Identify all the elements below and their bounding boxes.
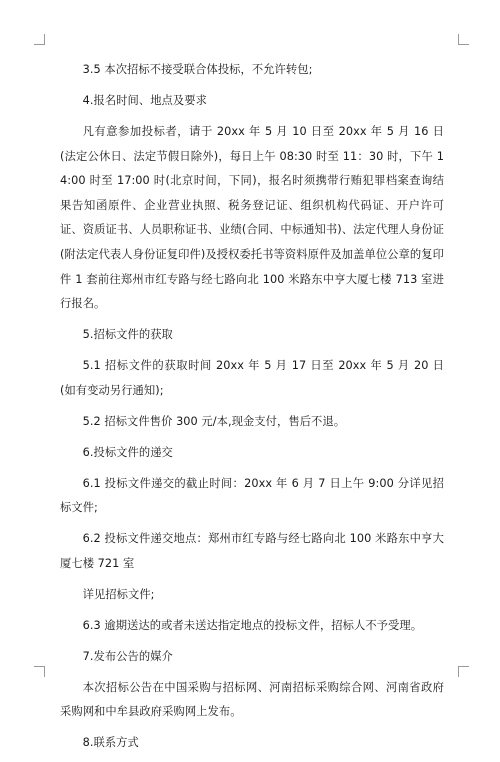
publication-media-details: 本次招标公告在中国采购与招标网、河南招标采购综合网、河南省政府采购网和中牟县政府采购网上发布。 — [60, 680, 444, 719]
clause-6-3: 6.3 逾期送达的或者未送达指定地点的投标文件，招标人不予受理。 — [82, 618, 423, 632]
crop-mark-bottom-left — [34, 666, 45, 677]
registration-details: 凡有意参加投标者，请于 20xx 年 5 月 10 日至 20xx 年 5 月 16 日(法定公休日、法定节假日除外)，每日上午 08:30 时至 11：30 时，下午 14:00 时至 17:00 时(北京时间，下同)，报名时须携带行贿犯罪档案查询结果告知函原件、企业营业执照、税务登记证、组织机构代码证、开户许可证、资质证书、人员职称证书、业绩(合同、中标通知书)、法定代理人身份证(附法定代表人身份证复印件)及授权委托书等资料原件及加盖单位公章的复印件 1 套前往郑州市红专路与经七路向北 100 米路东中亨大厦七楼 713 室进行报名。 — [60, 124, 444, 311]
crop-mark-top-left — [34, 34, 45, 45]
heading-contact: 8.联系方式 — [82, 736, 139, 750]
clause-6-2-note: 详见招标文件; — [82, 587, 155, 601]
crop-mark-bottom-right — [458, 666, 469, 677]
clause-3-5: 3.5 本次招标不接受联合体投标，不允许转包; — [82, 63, 313, 76]
heading-bid-submission: 6.投标文件的递交 — [82, 445, 173, 459]
heading-tender-documents: 5.招标文件的获取 — [82, 328, 173, 342]
clause-5-1: 5.1 招标文件的获取时间 20xx 年 5 月 17 日至 20xx 年 5 月 20 日(如有变动另行通知); — [60, 359, 444, 397]
clause-5-2: 5.2 招标文件售价 300 元/本,现金支付，售后不退。 — [82, 414, 346, 428]
heading-publication-media: 7.发布公告的媒介 — [82, 649, 173, 663]
clause-6-1: 6.1 投标文件递交的截止时间：20xx 年 6 月 7 日上午 9:00 分详见招标文件; — [60, 476, 444, 515]
crop-mark-top-right — [458, 34, 469, 45]
clause-6-2: 6.2 投标文件递交地点：郑州市红专路与经七路向北 100 米路东中亨大厦七楼 721 室 — [60, 532, 444, 570]
heading-registration: 4.报名时间、地点及要求 — [82, 93, 207, 107]
document-body — [60, 58, 444, 762]
